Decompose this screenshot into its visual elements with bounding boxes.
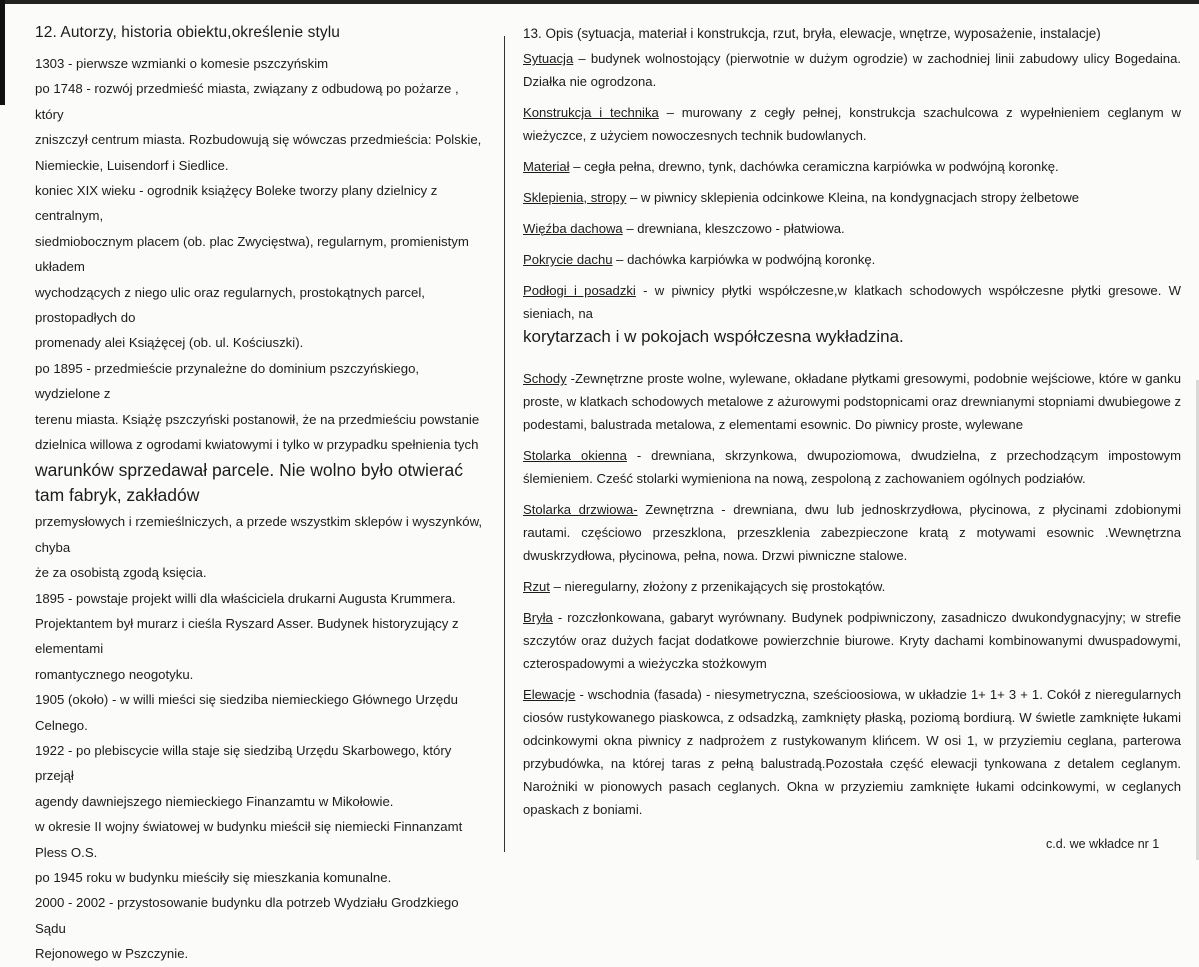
schody-text: -Zewnętrzne proste wolne, wylewane, okładane płytkami gresowymi, podobnie wejściowe, które w ganku proste, w klatkach schodowych metalowe z ażurowymi podstopnicami oraz drewnianymi stopniami dwubiegowe z podestami, balustrada metalowa, z elementami esownic. Do piwnicy proste, wylewane xyxy=(523,371,1181,432)
history-line: romantycznego neogotyku. xyxy=(35,666,194,682)
konstrukcja-label: Konstrukcja i technika xyxy=(523,105,659,120)
history-line: że za osobistą zgodą księcia. xyxy=(35,565,207,581)
history-line-large xyxy=(35,458,487,510)
rzut-label: Rzut xyxy=(523,579,550,594)
history-line: promenady alei Książęcej (ob. ul. Kościuszki). xyxy=(35,335,304,351)
top-border xyxy=(0,0,1199,4)
bryla-text: - rozczłonkowana, gabaryt wyrównany. Budynek podpiwniczony, zasadniczo dwukondygnacyjny; w strefie szczytów oraz dużych facjat dodatkowe powierzchnie biurowe. Kryty dachami kombinowanymi dwuspadowymi, czterospadowymi a wieżyczka stożkowym xyxy=(523,610,1181,671)
wiezba-paragraph xyxy=(523,217,1181,240)
sklepienia-paragraph xyxy=(523,186,1181,209)
stolarka-drzwiowa-text: Zewnętrzna - drewniana, dwu lub jednoskrzydłowa, płycinowa, z płycinami zdobionymi rautami. częściowo przeszklona, przeszklenia zabezpieczone kratą z motywami esownic .Wewnętrzna dwuskrzydłowa, płycinowa, pełna, nowa. Drzwi piwniczne stalowe. xyxy=(523,502,1181,563)
history-line: 1895 - powstaje projekt willi dla właściciela drukarni Augusta Krummera. xyxy=(35,590,456,606)
bryla-label: Bryła xyxy=(523,610,553,625)
pokrycie-label: Pokrycie dachu xyxy=(523,252,613,267)
material-label: Materiał xyxy=(523,159,570,174)
column-divider xyxy=(504,36,505,852)
wiezba-label: Więźba dachowa xyxy=(523,221,623,236)
stolarka-drzwiowa-paragraph xyxy=(523,498,1181,567)
history-line: koniec XIX wieku - ogrodnik książęcy Boleke tworzy plany dzielnicy z centralnym, xyxy=(35,183,438,224)
binding-mark xyxy=(0,0,5,105)
history-text xyxy=(35,51,487,967)
sytuacja-paragraph xyxy=(523,47,1181,93)
podlogi-large-text: korytarzach i w pokojach współczesna wykładzina. xyxy=(523,327,904,346)
schody-label: Schody xyxy=(523,371,567,386)
wiezba-text: – drewniana, kleszczowo - płatwiowa. xyxy=(622,221,845,236)
podlogi-text: - w piwnicy płytki współczesne,w klatkach schodowych współczesne płytki gresowe. W sieniach, na xyxy=(523,283,1181,321)
material-text: – cegła pełna, drewno, tynk, dachówka ceramiczna karpiówka w podwójną koronkę. xyxy=(569,159,1059,174)
right-column xyxy=(523,26,1181,829)
history-line: 1922 - po plebiscycie willa staje się siedzibą Urzędu Skarbowego, który przejął xyxy=(35,742,452,784)
history-line: 1905 (około) - w willi mieści się siedziba niemieckiego Głównego Urzędu Celnego. xyxy=(35,692,458,733)
rzut-text: – nieregularny, złożony z przenikających się prostokątów. xyxy=(549,579,886,594)
konstrukcja-text: – murowany z cegły pełnej, konstrukcja szachulcowa z wypełnieniem ceglanym w wieżyczce, z użyciem nowoczesnych technik budowlanych. xyxy=(523,105,1181,143)
pokrycie-text: – dachówka karpiówka w podwójną koronkę. xyxy=(612,252,876,267)
podlogi-label: Podłogi i posadzki xyxy=(523,283,636,298)
material-paragraph xyxy=(523,155,1181,178)
rzut-paragraph xyxy=(523,575,1181,598)
left-column xyxy=(35,24,487,967)
bryla-paragraph xyxy=(523,606,1181,675)
continuation-note: c.d. we wkładce nr 1 xyxy=(1046,837,1160,851)
history-line: Niemieckie, Luisendorf i Siedlice. xyxy=(35,157,229,173)
sytuacja-label: Sytuacja xyxy=(523,51,574,66)
schody-paragraph xyxy=(523,367,1181,436)
stolarka-drzwiowa-label: Stolarka drzwiowa- xyxy=(523,502,638,517)
history-line: po 1748 - rozwój przedmieść miasta, związany z odbudową po pożarze , który xyxy=(35,81,459,122)
history-line: agendy dawniejszego niemieckiego Finanzamtu w Mikołowie. xyxy=(35,793,394,809)
history-line: zniszczył centrum miasta. Rozbudowują się wówczas przedmieścia: Polskie, xyxy=(35,132,482,148)
history-line: siedmiobocznym placem (ob. plac Zwycięstwa), regularnym, promienistym układem xyxy=(35,233,469,275)
sklepienia-text: – w piwnicy sklepienia odcinkowe Kleina, na kondygnacjach stropy żelbetowe xyxy=(626,190,1080,205)
history-line: przemysłowych i rzemieślniczych, a przede wszystkim sklepów i wyszynków, chyba xyxy=(35,514,483,555)
section-13-heading: 13. Opis (sytuacja, materiał i konstrukcja, rzut, bryła, elewacje, wnętrze, wyposażenie, instalacje) xyxy=(523,26,1101,41)
sklepienia-label: Sklepienia, stropy xyxy=(523,190,627,205)
history-line: po 1945 roku w budynku mieściły się mieszkania komunalne. xyxy=(35,870,392,885)
elewacje-paragraph xyxy=(523,683,1181,821)
stolarka-okienna-text: - drewniana, skrzynkowa, dwupoziomowa, dwudzielna, z przechodzącym impostowym ślemieniem. Cześć stolarki wymieniona na nową, zespoloną z zachowaniem ogólnych podziałów. xyxy=(523,448,1181,486)
history-line: w okresie II wojny światowej w budynku mieścił się niemiecki Finnanzamt Pless O.S. xyxy=(35,819,463,860)
section-12-heading: 12. Autorzy, historia obiektu,określenie stylu xyxy=(35,24,340,41)
elewacje-text: - wschodnia (fasada) - niesymetryczna, sześcioosiowa, w układzie 1+ 1+ 3 + 1. Cokół z nieregularnych ciosów rustykowanego piaskowca, z odsadzką, zamknięty płaską, poziomą bordiurą. W świetle zamknięte łukami odcinkowymi okna piwnicy z nadprożem z rustykowanym klińcem. W osi 1, w przyziemiu ceglana, parterowa przybudówka, na której taras z pełną balustradą.Pozostała część elewacji tynkowana z detalem ceglanym. Narożniki w pionowych pasach ceglanych. Okna w przyziemiu zamknięte łukami odcinkowymi, w ceglanych opaskach z boniami. xyxy=(523,687,1181,817)
history-line: wychodzących z niego ulic oraz regularnych, prostokątnych parcel, prostopadłych do xyxy=(35,284,425,326)
elewacje-label: Elewacje xyxy=(523,687,576,702)
sytuacja-text: – budynek wolnostojący (pierwotnie w dużym ogrodzie) w zachodniej linii zabudowy ulicy Bogedaina. Działka nie ogrodzona. xyxy=(523,51,1181,89)
history-line: Rejonowego w Pszczynie. xyxy=(35,946,189,962)
pokrycie-paragraph xyxy=(523,248,1181,271)
konstrukcja-paragraph xyxy=(523,101,1181,147)
history-line: 2000 - 2002 - przystosowanie budynku dla potrzeb Wydziału Grodzkiego Sądu xyxy=(35,895,459,936)
history-line: Projektantem był murarz i cieśla Ryszard Asser. Budynek historyzujący z elementami xyxy=(35,615,459,657)
history-line: terenu miasta. Książę pszczyński postanowił, że na przedmieściu powstanie xyxy=(35,411,480,427)
stolarka-okienna-label: Stolarka okienna xyxy=(523,448,627,463)
podlogi-paragraph xyxy=(523,279,1181,349)
history-line: 1303 - pierwsze wzmianki o komesie pszczyńskim xyxy=(35,56,329,71)
history-line: dzielnica willowa z ogrodami kwiatowymi i tylko w przypadku spełnienia tych xyxy=(35,437,479,453)
stolarka-okienna-paragraph xyxy=(523,444,1181,490)
history-line: po 1895 - przedmieście przynależne do dominium pszczyńskiego, wydzielone z xyxy=(35,360,420,402)
large-text: warunków sprzedawał parcele. Nie wolno było otwierać tam fabryk, zakładów xyxy=(35,459,463,505)
